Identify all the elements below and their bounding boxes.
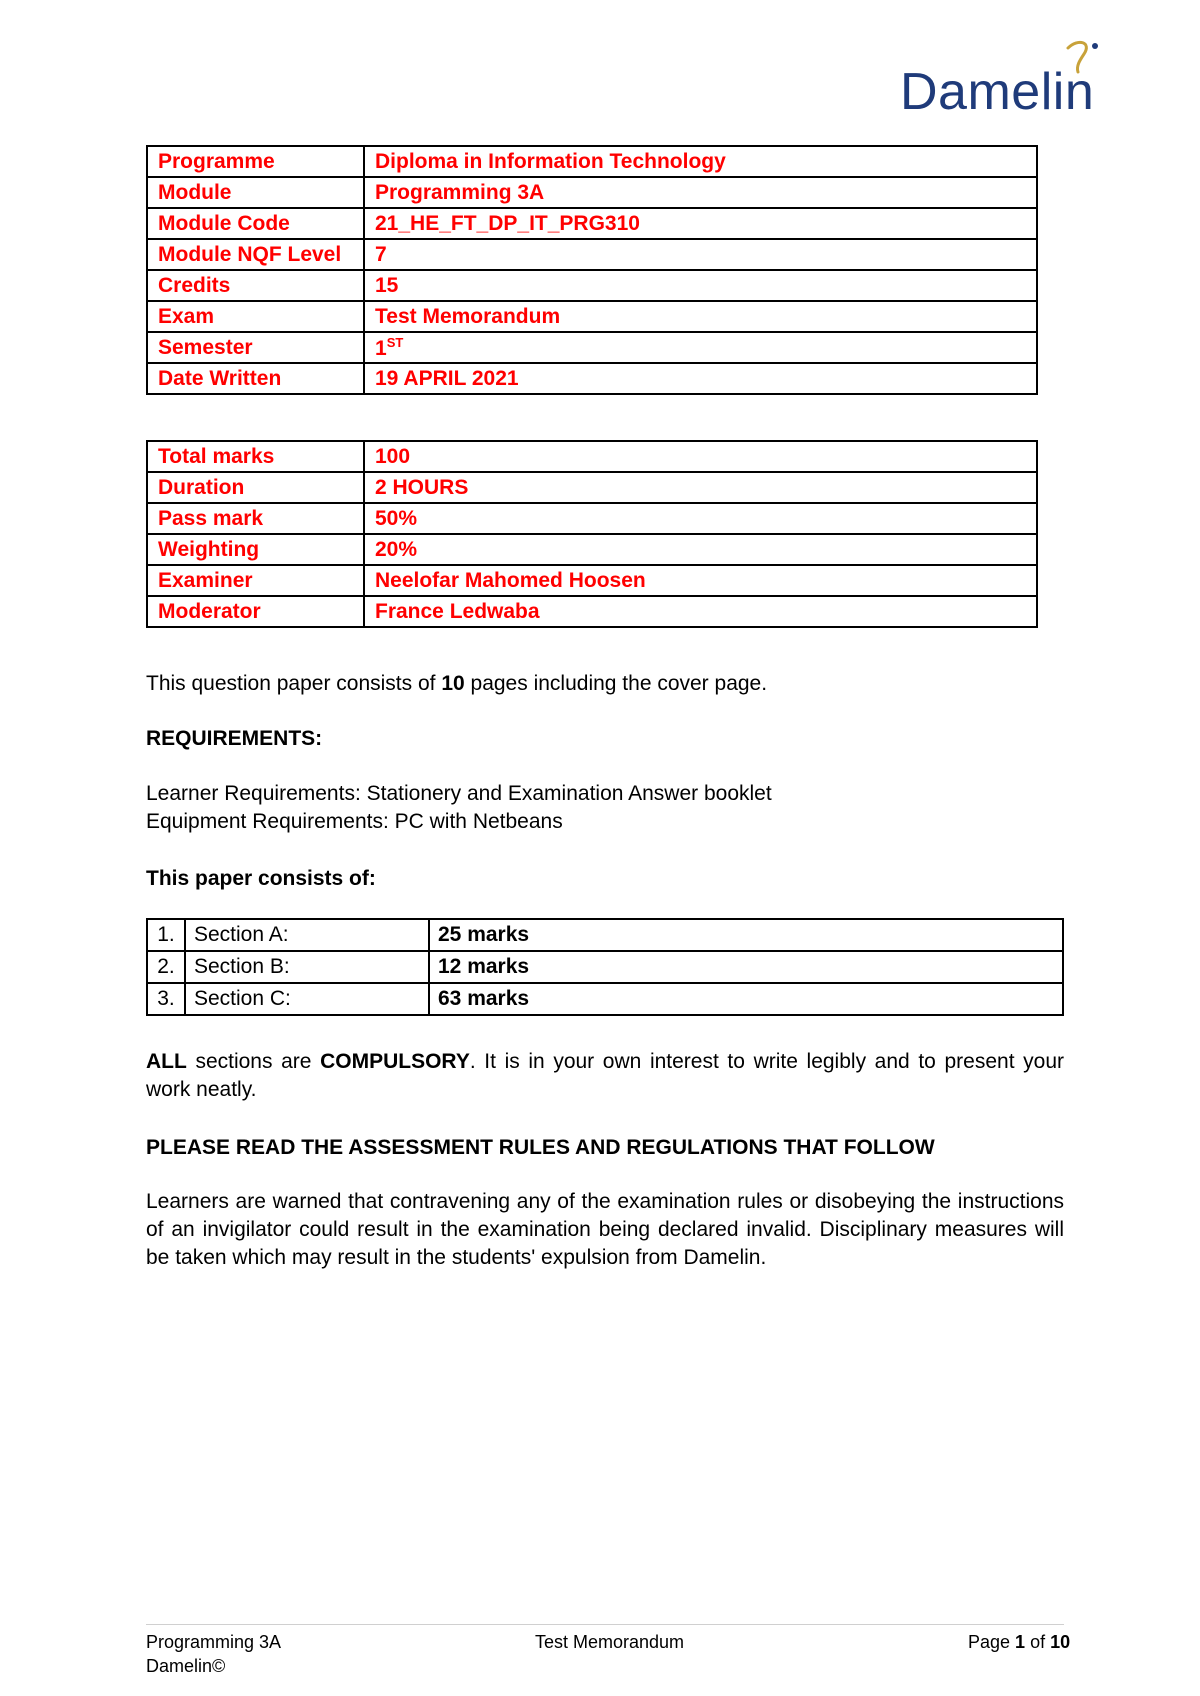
- info-label: Total marks: [147, 441, 364, 472]
- compulsory-word: COMPULSORY: [320, 1050, 470, 1073]
- info-row: [147, 534, 1037, 565]
- section-number: 2.: [147, 951, 185, 983]
- info-value-text: 2 HOURS: [375, 475, 469, 499]
- section-row: [147, 951, 1063, 983]
- info-value-text: Test Memorandum: [375, 304, 561, 328]
- footer-divider: [146, 1624, 1064, 1625]
- info-row: [147, 441, 1037, 472]
- info-value-text: 100: [375, 444, 411, 468]
- section-name: Section B:: [185, 951, 429, 983]
- info-value-text: 7: [375, 242, 387, 266]
- info-row: [147, 503, 1037, 534]
- info-value-text: 15: [375, 273, 399, 297]
- pages-count: 10: [441, 672, 465, 695]
- section-marks: 25 marks: [429, 919, 1063, 951]
- footer-page-number: [968, 1630, 1070, 1654]
- learner-requirements: Learner Requirements: Stationery and Examination Answer booklet: [146, 782, 772, 805]
- section-number: 3.: [147, 983, 185, 1015]
- info-value: [364, 177, 1037, 208]
- equipment-requirements: Equipment Requirements: PC with Netbeans: [146, 810, 563, 833]
- consists-heading: This paper consists of:: [146, 867, 376, 890]
- info-value: [364, 239, 1037, 270]
- compulsory-note: [146, 1048, 1064, 1104]
- info-row: [147, 270, 1037, 301]
- info-value: [364, 301, 1037, 332]
- rules-heading: PLEASE READ THE ASSESSMENT RULES AND REGULATIONS THAT FOLLOW: [146, 1136, 935, 1159]
- info-label: Duration: [147, 472, 364, 503]
- info-value-text: 20%: [375, 537, 418, 561]
- page-total: 10: [1050, 1632, 1071, 1652]
- info-label: Date Written: [147, 363, 364, 394]
- assessment-info-table: [146, 440, 1038, 628]
- requirements-heading: REQUIREMENTS:: [146, 727, 323, 750]
- warning-paragraph: Learners are warned that contravening any of the examination rules or disobeying the instructions of an invigilator could result in the examination being declared invalid. Disciplinary measures will be taken which may result in the students' expulsion from Damelin.: [146, 1190, 1064, 1269]
- info-value: [364, 565, 1037, 596]
- info-row: [147, 363, 1037, 394]
- info-label: Pass mark: [147, 503, 364, 534]
- footer-copyright: Damelin©: [146, 1656, 226, 1676]
- info-label: Module NQF Level: [147, 239, 364, 270]
- info-label: Module Code: [147, 208, 364, 239]
- info-label: Moderator: [147, 596, 364, 627]
- info-value: [364, 363, 1037, 394]
- info-label: Module: [147, 177, 364, 208]
- pages-note-after: pages including the cover page.: [464, 672, 768, 695]
- sections-table: [146, 918, 1064, 1016]
- footer-exam: Test Memorandum: [535, 1632, 685, 1652]
- info-label: Semester: [147, 332, 364, 363]
- info-value-text: Diploma in Information Technology: [375, 149, 726, 173]
- info-value: [364, 146, 1037, 177]
- info-row: [147, 208, 1037, 239]
- info-label: Weighting: [147, 534, 364, 565]
- section-marks: 63 marks: [429, 983, 1063, 1015]
- info-value-superscript: ST: [386, 334, 404, 350]
- info-value-text: Programming 3A: [375, 180, 545, 204]
- logo-wordmark: Damelin: [900, 63, 1095, 121]
- info-value: [364, 472, 1037, 503]
- info-row: [147, 239, 1037, 270]
- info-row: [147, 596, 1037, 627]
- footer-module: Programming 3A: [146, 1632, 282, 1652]
- compulsory-all: ALL: [146, 1050, 187, 1073]
- page-current: 1: [1015, 1632, 1026, 1652]
- info-value: [364, 503, 1037, 534]
- info-value: [364, 596, 1037, 627]
- info-value: [364, 534, 1037, 565]
- info-value-text: France Ledwaba: [375, 599, 540, 623]
- page-prefix: Page: [968, 1632, 1016, 1652]
- damelin-logo: [900, 38, 1140, 121]
- compulsory-mid: sections are: [186, 1050, 321, 1073]
- info-value: [364, 208, 1037, 239]
- info-value-text: 19 APRIL 2021: [375, 366, 519, 390]
- info-value-text: 1: [375, 336, 387, 360]
- info-row: [147, 146, 1037, 177]
- section-row: [147, 919, 1063, 951]
- info-value-text: 50%: [375, 506, 418, 530]
- info-row: [147, 565, 1037, 596]
- info-value: [364, 332, 1037, 363]
- info-row: [147, 301, 1037, 332]
- pages-note: [146, 670, 767, 698]
- section-number: 1.: [147, 919, 185, 951]
- info-value-text: Neelofar Mahomed Hoosen: [375, 568, 646, 592]
- info-row: [147, 177, 1037, 208]
- info-value-text: 21_HE_FT_DP_IT_PRG310: [375, 211, 640, 235]
- info-label: Credits: [147, 270, 364, 301]
- page-of: of: [1025, 1632, 1051, 1652]
- info-row: [147, 472, 1037, 503]
- info-value: [364, 270, 1037, 301]
- info-value: [364, 441, 1037, 472]
- section-row: [147, 983, 1063, 1015]
- compulsory-rest: . It is in your own interest to write legibly and to present your work neatly.: [146, 1050, 1064, 1101]
- section-marks: 12 marks: [429, 951, 1063, 983]
- section-name: Section A:: [185, 919, 429, 951]
- info-label: Programme: [147, 146, 364, 177]
- pages-note-before: This question paper consists of: [146, 672, 442, 695]
- info-label: Examiner: [147, 565, 364, 596]
- info-row: [147, 332, 1037, 363]
- info-label: Exam: [147, 301, 364, 332]
- module-info-table: [146, 145, 1038, 395]
- section-name: Section C:: [185, 983, 429, 1015]
